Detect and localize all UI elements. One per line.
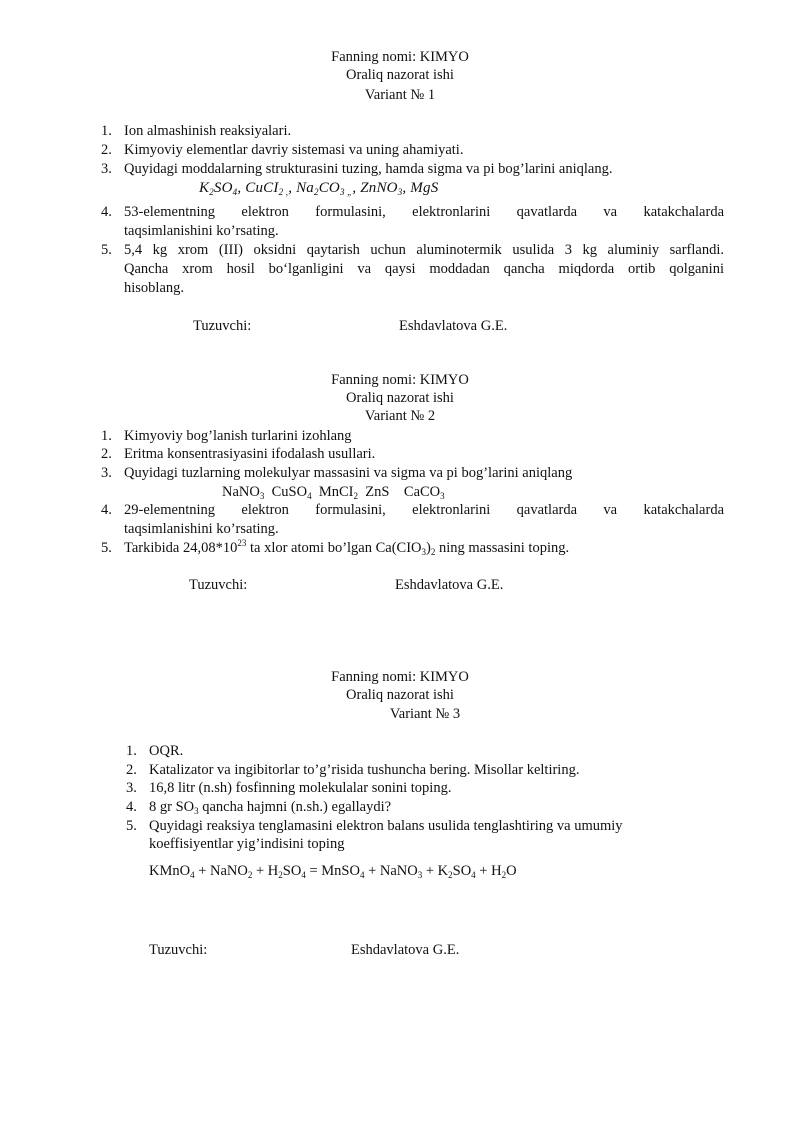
- v3-author-name: Eshdavlatova G.E.: [351, 942, 460, 958]
- v3-variant: Variant № 3: [389, 706, 461, 722]
- v3-subject: Fanning nomi: KIMYO: [331, 669, 469, 685]
- v1-author-label: Tuzuvchi:: [193, 318, 252, 334]
- v2-subject: Fanning nomi: KIMYO: [331, 372, 469, 388]
- v2-salts-formula: NaNO$_3$ CuSO$_4$ MnCI$_2$ ZnS CaCO$_3$: [222, 484, 445, 501]
- v3-equation: KMnO$_4$ + NaNO$_2$ + $H_2SO_4$ = MnSO$_4$ + NaNO$_3$ + $K_2SO_4 + H_2O$: [149, 863, 517, 880]
- v3-author-label: Tuzuvchi:: [149, 942, 208, 958]
- v1-formula: $K_2SO_4$, CuCI$_{2 ,}$, $Na_2CO_{3 „}$, ZnNO$_3$, MgS: [199, 180, 439, 197]
- v3-title: Oraliq nazorat ishi: [346, 687, 454, 703]
- v1-author-name: Eshdavlatova G.E.: [399, 318, 508, 334]
- v2-variant: Variant № 2: [364, 408, 436, 424]
- v1-title: Oraliq nazorat ishi: [346, 67, 454, 83]
- v1-subject: Fanning nomi: KIMYO: [331, 49, 469, 65]
- v2-title: Oraliq nazorat ishi: [346, 390, 454, 406]
- v2-author-name: Eshdavlatova G.E.: [395, 577, 504, 593]
- v2-author-label: Tuzuvchi:: [189, 577, 248, 593]
- v1-variant: Variant № 1: [364, 87, 436, 103]
